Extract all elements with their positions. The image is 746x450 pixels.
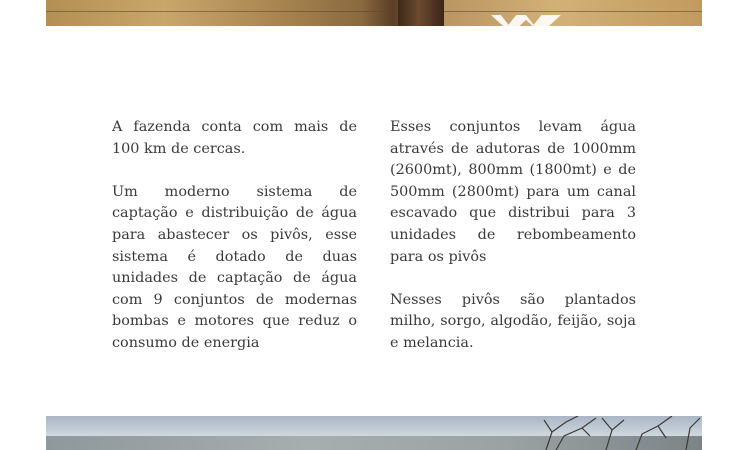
left-text-column — [112, 117, 357, 376]
left-paragraph-2: Um moderno sistema de captação e distribuição de água para abastecer os pivôs, esse sistema é dotado de duas unidades de captação de água com 9 conjuntos de modernas bombas e motores que reduz o consumo de energia — [112, 183, 357, 351]
tree-branches — [486, 416, 702, 450]
right-text-column — [390, 117, 636, 376]
logo-mark — [491, 15, 561, 26]
fence-post — [398, 0, 444, 26]
left-paragraph-1: A fazenda conta com mais de 100 km de cercas. — [112, 119, 357, 157]
fence-wire — [46, 11, 702, 12]
bottom-photo-strip — [46, 416, 702, 450]
top-photo-strip — [46, 0, 702, 26]
right-paragraph-1: Esses conjuntos levam água através de adutoras de 1000mm (2600mt), 800mm (1800mt) e de 500mm (2800mt) para um canal escavado que distribui para 3 unidades de rebombeamento para os pivôs — [390, 119, 636, 265]
right-paragraph-2: Nesses pivôs são plantados milho, sorgo, algodão, feijão, soja e melancia. — [390, 291, 636, 351]
